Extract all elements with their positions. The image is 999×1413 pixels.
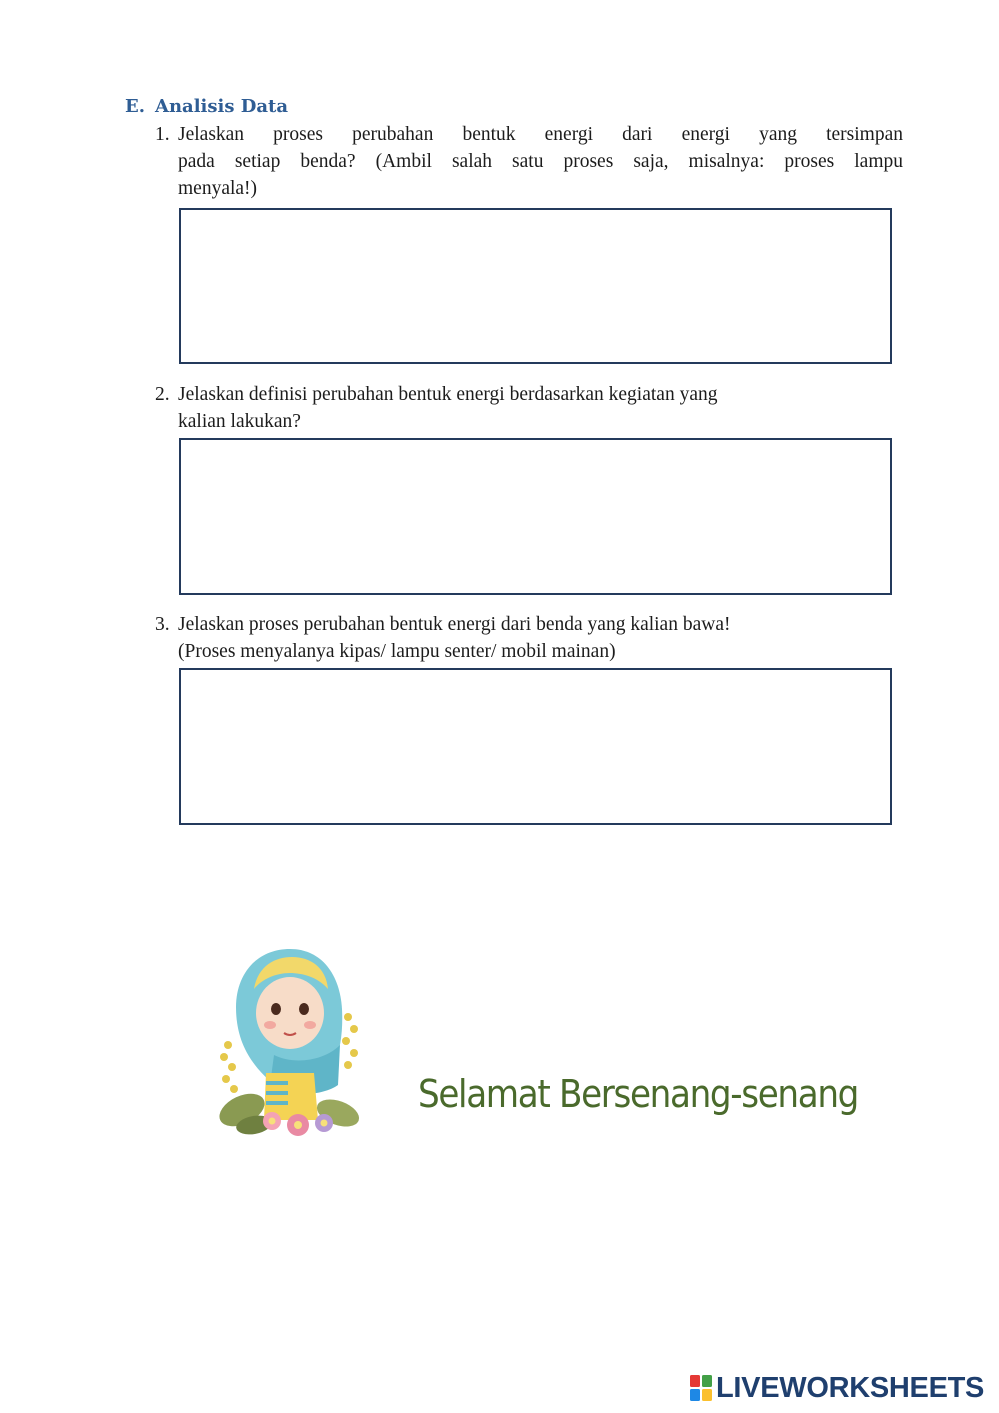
cheek-right [304, 1021, 316, 1029]
liveworksheets-brand[interactable] [690, 1372, 984, 1404]
girl-hijab-illustration [214, 945, 366, 1145]
brand-name: LIVEWORKSHEETS [716, 1372, 985, 1404]
flower-rose [287, 1114, 309, 1136]
answer-input-3[interactable] [181, 670, 890, 823]
face-shape [256, 977, 324, 1049]
question-text [178, 381, 903, 435]
answer-input-2[interactable] [181, 440, 890, 593]
question-text [178, 611, 903, 665]
liveworksheets-logo-icon [690, 1375, 712, 1401]
section-letter: E. [125, 96, 145, 117]
question-line: kalian lakukan? [178, 411, 301, 432]
cheek-left [264, 1021, 276, 1029]
yellow-sprig-right [342, 1013, 358, 1069]
section-title: Analisis Data [155, 96, 289, 117]
question-number: 2. [155, 384, 170, 405]
question-text [178, 121, 903, 202]
question-line: Jelaskan proses perubahan bentuk energi dari benda yang kalian bawa! [178, 614, 731, 635]
yellow-sprig-left [220, 1041, 238, 1093]
answer-box-2[interactable] [179, 438, 892, 595]
question-line: Jelaskan proses perubahan bentuk energi dari energi yang tersimpan [178, 124, 903, 145]
question-1 [155, 121, 903, 202]
eye-left [271, 1003, 281, 1015]
flower-purple [315, 1114, 333, 1132]
section-heading [125, 96, 288, 117]
question-number: 3. [155, 614, 170, 635]
question-3 [155, 611, 903, 665]
answer-box-3[interactable] [179, 668, 892, 825]
closing-message: Selamat Bersenang-senang [418, 1072, 859, 1116]
question-2 [155, 381, 903, 435]
eye-right [299, 1003, 309, 1015]
answer-box-1[interactable] [179, 208, 892, 364]
question-line: (Proses menyalanya kipas/ lampu senter/ mobil mainan) [178, 641, 616, 662]
question-line: Jelaskan definisi perubahan bentuk energi berdasarkan kegiatan yang [178, 384, 718, 405]
answer-input-1[interactable] [181, 210, 890, 362]
question-number: 1. [155, 124, 170, 145]
question-line: pada setiap benda? (Ambil salah satu proses saja, misalnya: proses lampu [178, 151, 903, 172]
question-line: menyala!) [178, 178, 258, 199]
flower-pink [263, 1112, 281, 1130]
